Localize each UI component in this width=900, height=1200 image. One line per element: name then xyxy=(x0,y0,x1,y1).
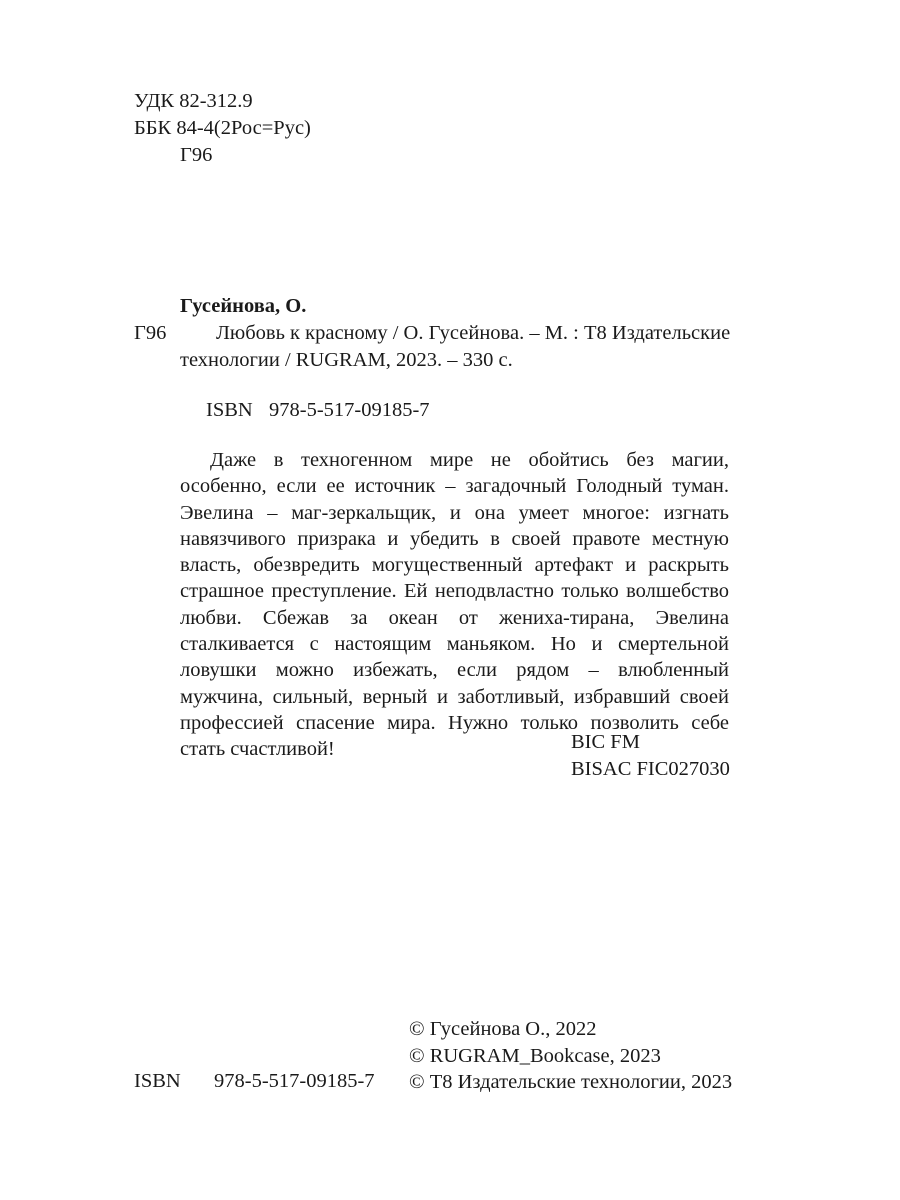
catalog-isbn-value: 978-5-517-09185-7 xyxy=(269,399,430,421)
catalog-title-line-2: технологии / RUGRAM, 2023. – 330 с. xyxy=(180,349,513,371)
bic-code: BIC FM xyxy=(571,731,640,753)
book-annotation: Даже в техногенном мире не обойтись без магии, особенно, если ее источник – загадочный Голодный туман. Эвелина – маг-зеркальщик, и она умеет многое: изгнать навязчивого призрака и убедить в своей правоте местную власть, обезвредить могущественный артефакт и раскрыть страшное преступление. Ей неподвластно только волшебство любви. Сбежав за океан от жениха-тирана, Эвелина сталкивается с настоящим маньяком. Но и смертельной ловушки можно избежать, если рядом – влюбленный мужчина, сильный, верный и заботливый, избравший своей профессией спасение мира. Нужно только позволить себе стать счастливой! xyxy=(180,449,729,761)
footer-isbn-label: ISBN xyxy=(134,1070,181,1092)
bisac-code: BISAC FIC027030 xyxy=(571,758,730,780)
udk-code: УДК 82-312.9 xyxy=(134,90,253,112)
footer-isbn-value: 978-5-517-09185-7 xyxy=(214,1070,375,1092)
copyright-block xyxy=(409,1016,732,1096)
catalog-author: Гусейнова, О. xyxy=(180,295,307,317)
catalog-isbn-label: ISBN xyxy=(206,399,253,421)
copyright-line: © Т8 Издательские технологии, 2023 xyxy=(409,1071,733,1093)
author-mark-header: Г96 xyxy=(180,144,213,166)
catalog-author-mark: Г96 xyxy=(134,322,167,344)
copyright-line: © RUGRAM_Bookcase, 2023 xyxy=(409,1044,661,1067)
bbk-code: ББК 84-4(2Рос=Рус) xyxy=(134,117,311,139)
catalog-title-line-1: Любовь к красному / О. Гусейнова. – М. : Т8 Издательские xyxy=(216,322,731,344)
copyright-line: © Гусейнова О., 2022 xyxy=(409,1018,597,1040)
